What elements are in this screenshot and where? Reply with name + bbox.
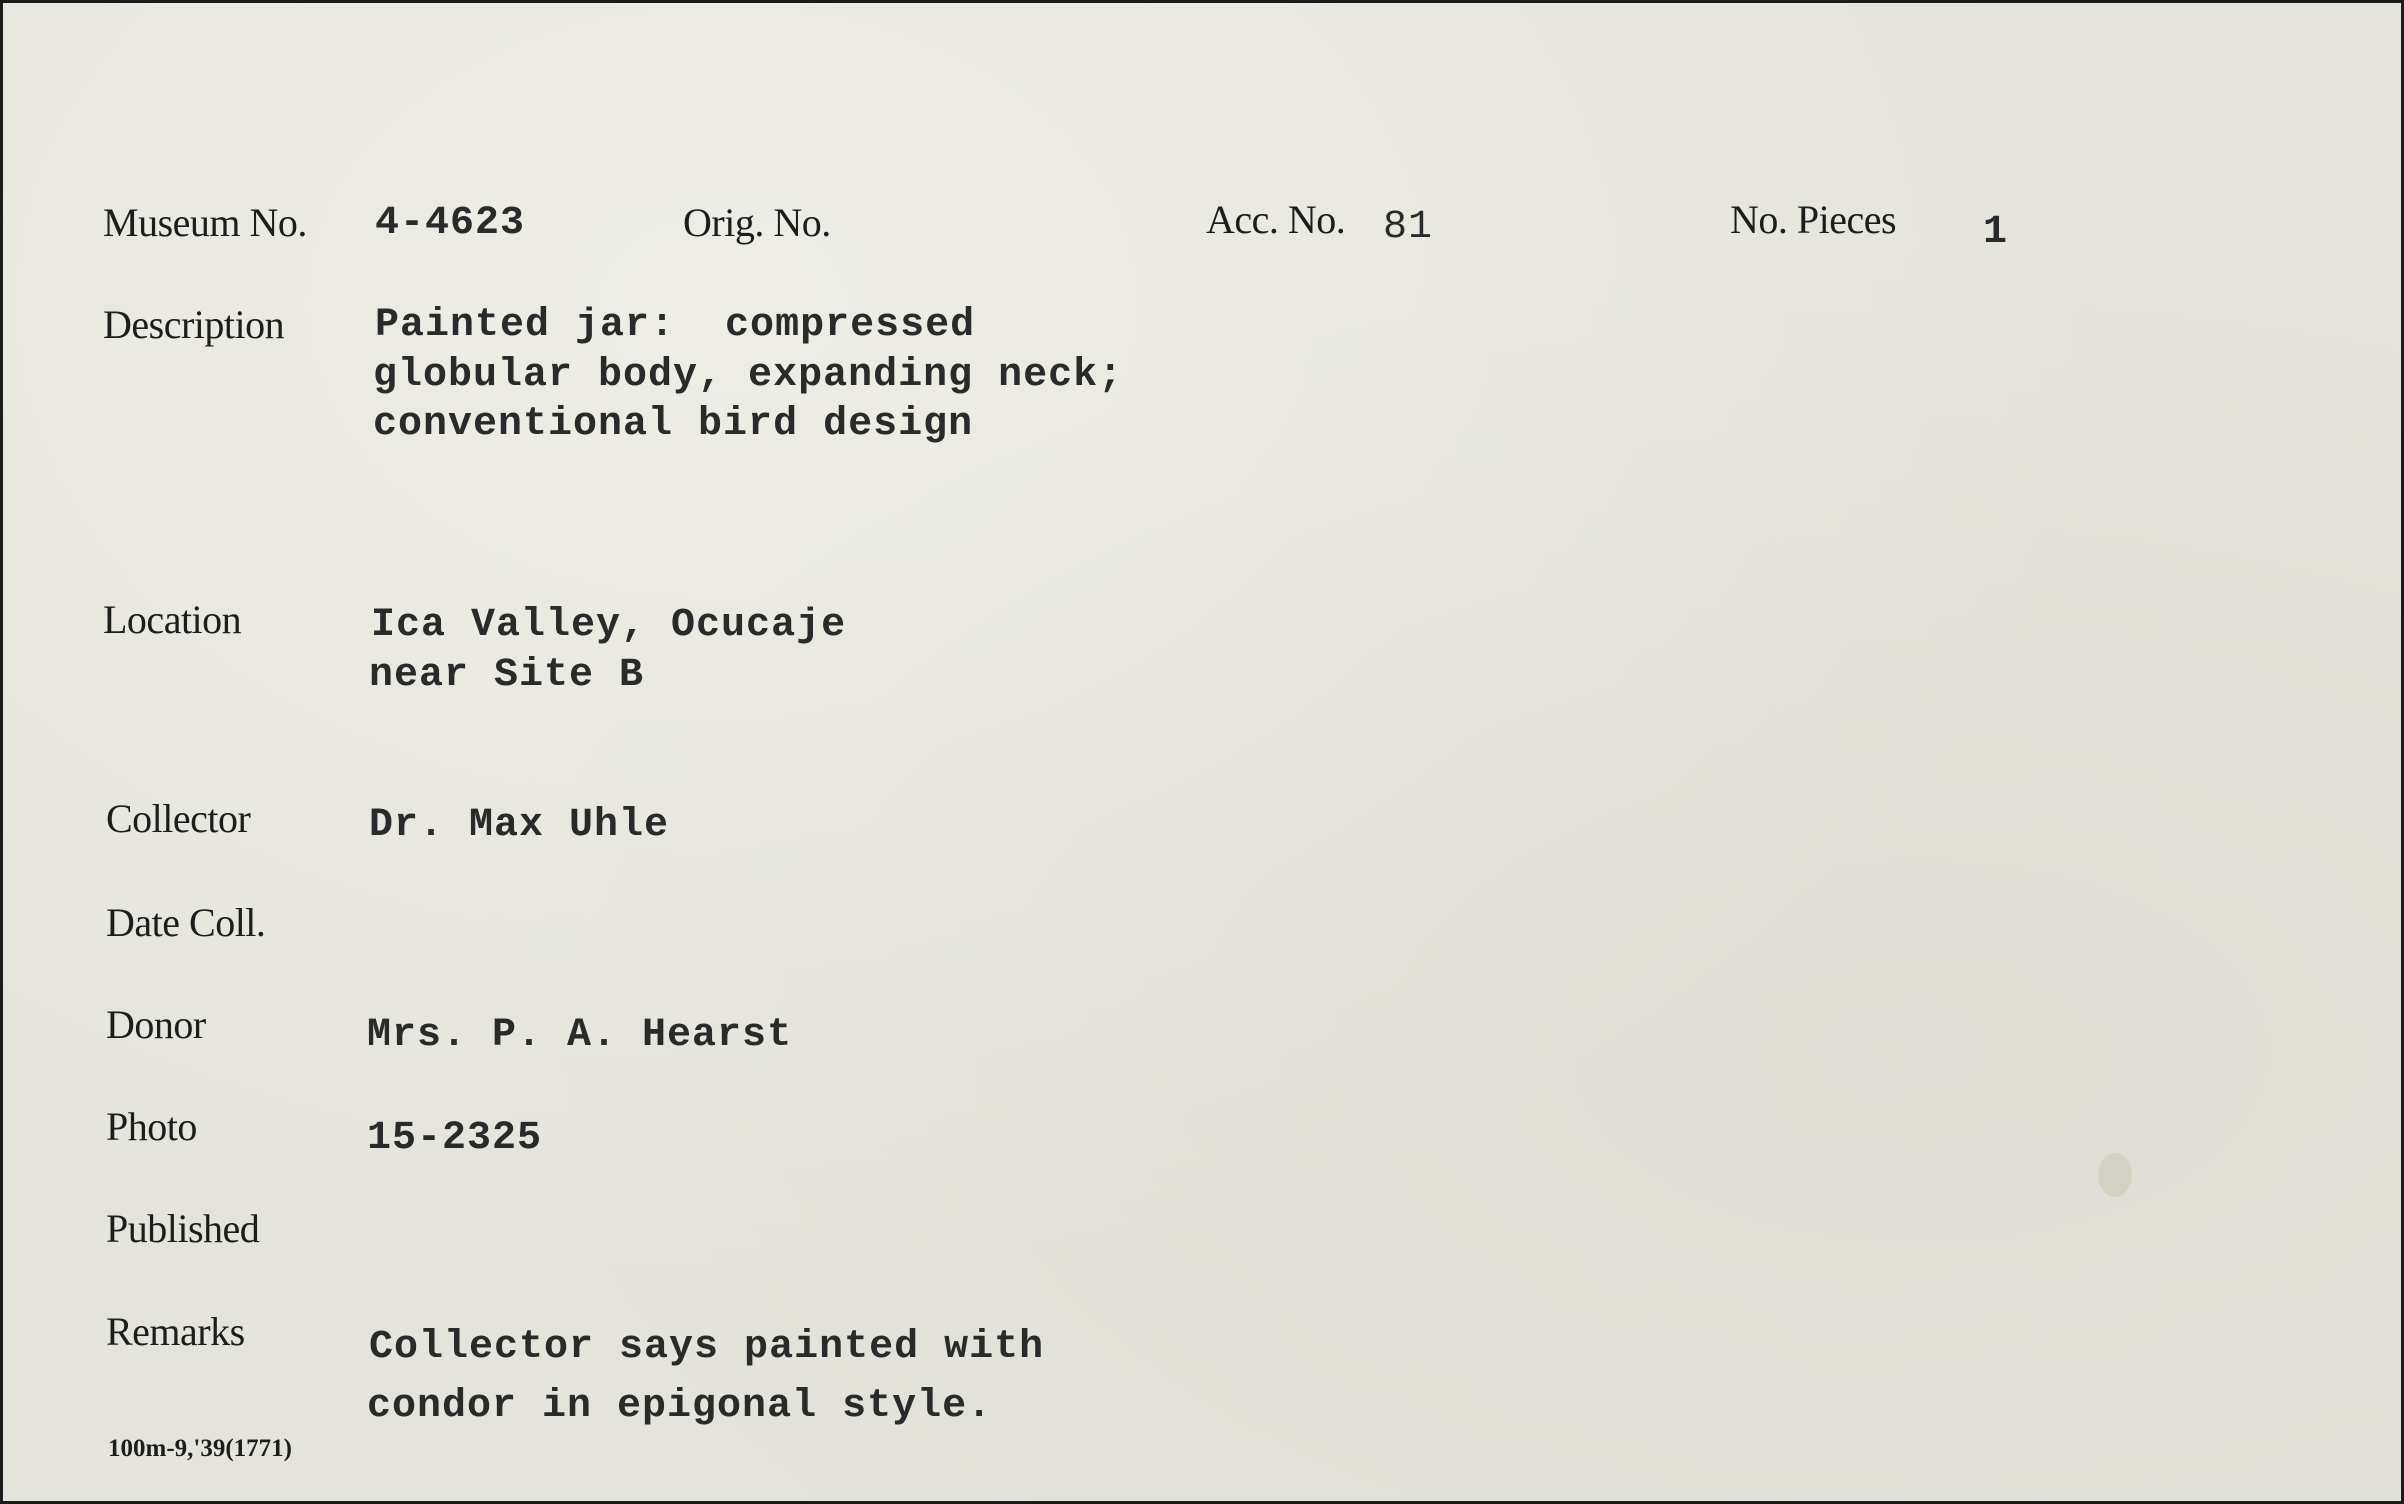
stain-mark	[2098, 1153, 2132, 1197]
no-pieces-label: No. Pieces	[1730, 197, 1897, 242]
location-line: Ica Valley, Ocucaje	[371, 603, 847, 648]
form-code: 100m-9,'39(1771)	[108, 1435, 292, 1462]
museum-no-value: 4-4623	[375, 201, 526, 246]
description-label: Description	[103, 302, 285, 347]
date-coll-label: Date Coll.	[106, 900, 266, 945]
donor-value: Mrs. P. A. Hearst	[367, 1013, 793, 1058]
description-line: Painted jar: compressed	[375, 303, 976, 348]
description-line: conventional bird design	[373, 402, 974, 447]
orig-no-label: Orig. No.	[683, 200, 831, 245]
description-line: globular body, expanding neck;	[373, 353, 1124, 398]
photo-value: 15-2325	[367, 1116, 543, 1161]
donor-label: Donor	[106, 1002, 206, 1047]
museum-no-label: Museum No.	[103, 200, 307, 245]
acc-no-label: Acc. No.	[1206, 197, 1346, 242]
remarks-label: Remarks	[106, 1309, 245, 1354]
no-pieces-value: 1	[1983, 210, 2009, 255]
location-label: Location	[103, 597, 242, 642]
remarks-line: condor in epigonal style.	[367, 1384, 993, 1429]
photo-label: Photo	[106, 1104, 197, 1149]
acc-no-value: 81	[1383, 205, 1434, 250]
published-label: Published	[106, 1206, 260, 1251]
location-line: near Site B	[369, 653, 645, 698]
remarks-line: Collector says painted with	[369, 1325, 1045, 1370]
collector-label: Collector	[106, 796, 251, 841]
collector-value: Dr. Max Uhle	[369, 803, 670, 848]
